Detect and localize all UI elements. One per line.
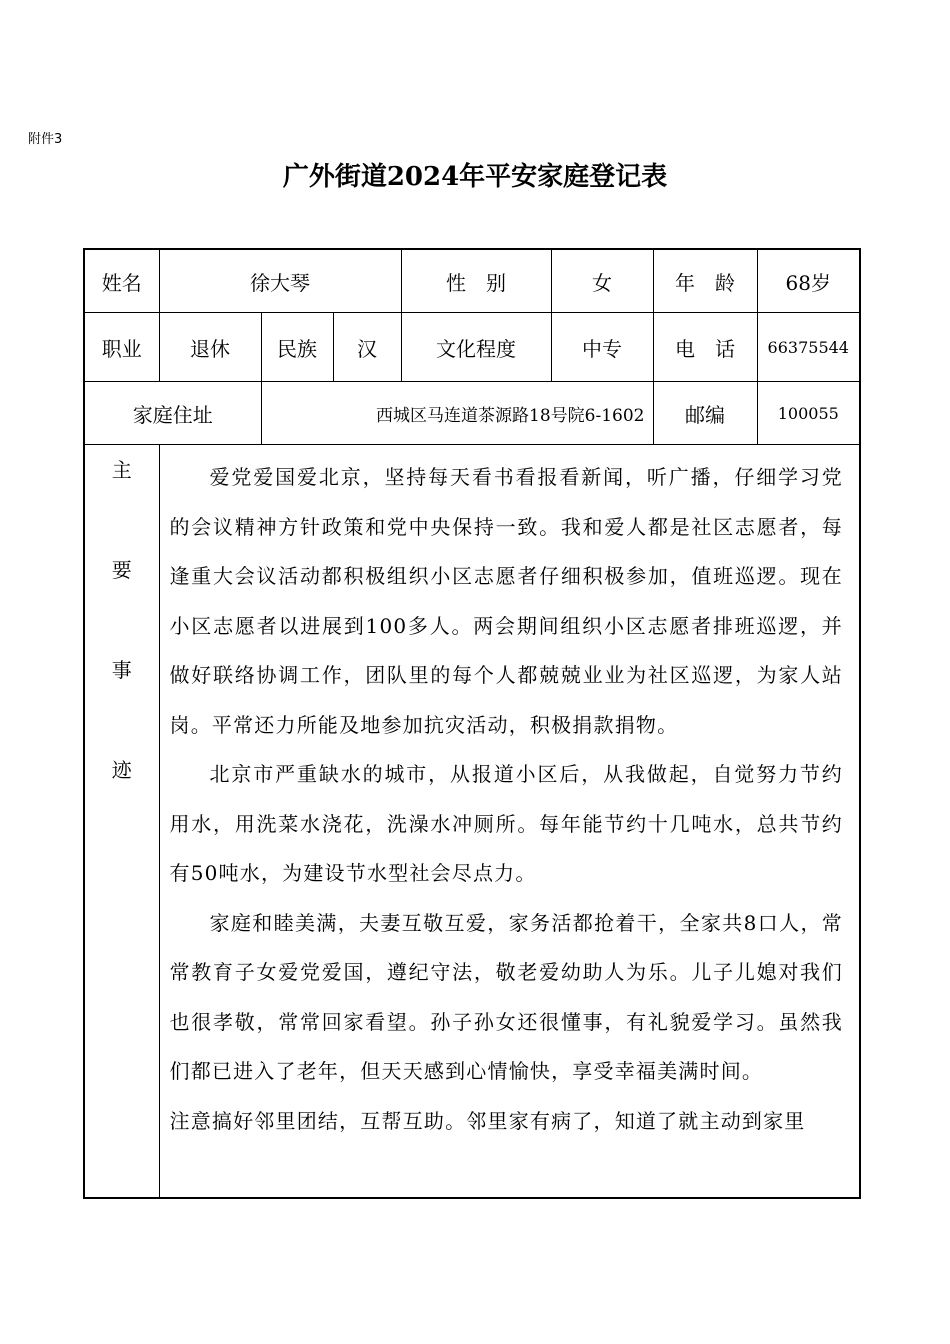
age-label: 年 龄	[653, 249, 757, 313]
gender-value: 女	[551, 249, 653, 313]
deeds-content	[159, 445, 860, 1199]
address-label: 家庭住址	[84, 382, 261, 445]
deeds-label	[84, 445, 159, 1199]
occupation-label: 职业	[84, 313, 159, 382]
address-value: 西城区马连道茶源路18号院6-1602	[261, 382, 653, 445]
registration-form	[83, 248, 861, 1199]
deeds-label-char: 主	[111, 458, 132, 482]
deeds-paragraph: 爱党爱国爱北京，坚持每天看书看报看新闻，听广播，仔细学习党的会议精神方针政策和党中央保持一致。我和爱人都是社区志愿者，每逢重大会议活动都积极组织小区志愿者仔细积极参加，值班巡逻。现在小区志愿者以进展到100多人。两会期间组织小区志愿者排班巡逻，并做好联络协调工作，团队里的每个人都兢兢业业为社区巡逻，为家人站岗。平常还力所能及地参加抗灾活动，积极捐款捐物。	[169, 465, 844, 737]
education-value: 中专	[551, 313, 653, 382]
occupation-value: 退休	[159, 313, 261, 382]
attachment-number: 附件3	[28, 132, 63, 147]
name-label: 姓名	[84, 249, 159, 313]
age-value: 68岁	[757, 249, 860, 313]
deeds-paragraph: 家庭和睦美满，夫妻互敬互爱，家务活都抢着干，全家共8口人，常常教育子女爱党爱国，遵纪守法，敬老爱幼助人为乐。儿子儿媳对我们也很孝敬，常常回家看望。孙子孙女还很懂事，有礼貌爱学习。虽然我们都已进入了老年，但天天感到心情愉快，享受幸福美满时间。	[169, 910, 844, 1083]
education-label: 文化程度	[401, 313, 551, 382]
postcode-value: 100055	[757, 382, 860, 445]
phone-label: 电 话	[653, 313, 757, 382]
deeds-paragraph: 北京市严重缺水的城市，从报道小区后，从我做起，自觉努力节约用水，用洗菜水浇花，洗澡水冲厕所。每年能节约十几吨水，总共节约有50吨水，为建设节水型社会尽点力。	[169, 762, 844, 885]
deeds-paragraph: 注意搞好邻里团结，互帮互助。邻里家有病了，知道了就主动到家里	[169, 1108, 806, 1133]
postcode-label: 邮编	[653, 382, 757, 445]
phone-value: 66375544	[757, 313, 860, 382]
name-value: 徐大琴	[159, 249, 401, 313]
ethnicity-value: 汉	[333, 313, 401, 382]
deeds-label-char: 事	[111, 658, 132, 682]
deeds-label-char: 要	[111, 558, 132, 582]
page-title: 广外街道2024年平安家庭登记表	[282, 162, 668, 192]
ethnicity-label: 民族	[261, 313, 333, 382]
deeds-label-char: 迹	[111, 758, 132, 782]
gender-label: 性 别	[401, 249, 551, 313]
